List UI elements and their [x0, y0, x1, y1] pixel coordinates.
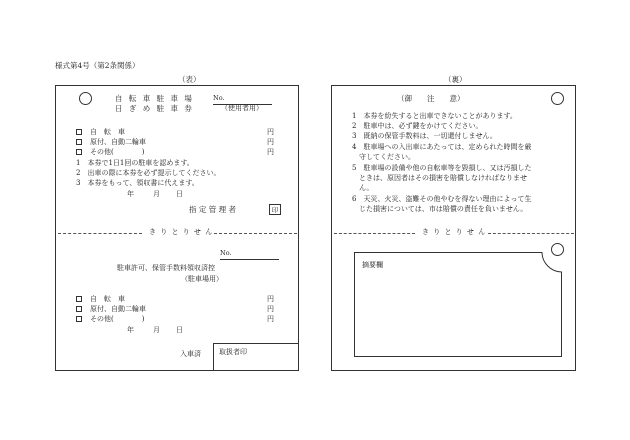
front-title-line1: 自 転 車 駐 車 場 — [115, 94, 194, 103]
back-note: じた損害については、市は賠償の責任を負いません。 — [352, 205, 528, 213]
stub-title-line2: （駐車場用） — [181, 275, 223, 283]
handler-box-top — [213, 343, 299, 344]
checkbox[interactable] — [76, 296, 82, 302]
back-cut-line-text: き り と り せ ん — [422, 228, 487, 236]
date-month: 月 — [153, 190, 160, 198]
handler-box-left — [213, 343, 214, 371]
cut-line-left — [58, 233, 142, 234]
back-note: 1 本券を紛失すると出車できないことがあります。 — [352, 112, 517, 120]
back-note: 5 駐車場の設備や他の自転車等を毀損し、又は汚損した — [352, 164, 532, 172]
front-note: 1 本券で1日1回の駐車を認めます。 — [76, 159, 194, 167]
back-note: 6 天災、火災、盗難その他やむを得ない理由によって生 — [352, 195, 532, 203]
fee-unit: 円 — [267, 315, 274, 323]
date-day: 日 — [176, 190, 183, 198]
cut-line-right — [214, 233, 297, 234]
form-number: 様式第4号（第2条関係） — [55, 61, 140, 70]
punch-hole-icon — [551, 92, 564, 105]
back-note: ん。 — [352, 184, 374, 192]
stub-no-underline — [220, 259, 279, 260]
front-cut-line-text: き り と り せ ん — [149, 228, 214, 236]
front-user-copy: （使用者用） — [221, 104, 263, 112]
cut-line-left — [334, 233, 415, 234]
checkbox[interactable] — [76, 316, 82, 322]
back-panel — [331, 85, 576, 371]
fee-unit: 円 — [267, 128, 274, 136]
front-no-label: No. — [213, 94, 225, 102]
checkbox[interactable] — [76, 149, 82, 155]
fee-unit: 円 — [267, 138, 274, 146]
memo-box — [354, 252, 562, 357]
fee-label: 自 転 車 — [90, 128, 125, 136]
stub-title-line1: 駐車許可、保管手数料領収済控 — [117, 264, 215, 272]
punch-hole-icon — [79, 92, 92, 105]
front-side-label: （表） — [178, 75, 201, 84]
back-note: ときは、原因者はその損害を賠償しなければなりませ — [352, 174, 527, 182]
designated-manager: 指 定 管 理 者 — [189, 205, 237, 214]
fee-unit: 円 — [267, 295, 274, 303]
checkbox[interactable] — [76, 139, 82, 145]
date-year: 年 — [127, 326, 134, 334]
checkbox[interactable] — [76, 306, 82, 312]
stub-no-label: No. — [220, 249, 232, 257]
cut-line-right — [488, 233, 574, 234]
back-side-label: （裏） — [444, 75, 467, 84]
date-month: 月 — [153, 326, 160, 334]
checkbox[interactable] — [76, 129, 82, 135]
fee-label: 原付、自動二輪車 — [90, 305, 146, 313]
memo-label: 摘要欄 — [362, 261, 383, 269]
fee-label: その他( ) — [90, 315, 145, 323]
caution-title: （御 注 意） — [397, 94, 465, 103]
front-note: 3 本券をもって、領収書に代えます。 — [76, 179, 199, 187]
fee-label: 自 転 車 — [90, 295, 125, 303]
back-note: 3 既納の保管手数料は、一切還付しません。 — [352, 132, 497, 140]
fee-unit: 円 — [267, 305, 274, 313]
fee-unit: 円 — [267, 148, 274, 156]
date-day: 日 — [176, 326, 183, 334]
fee-label: その他( ) — [90, 148, 145, 156]
back-note: 2 駐車中は、必ず鍵をかけてください。 — [352, 122, 483, 130]
front-panel — [55, 85, 299, 371]
date-year: 年 — [127, 190, 134, 198]
back-note: 4 駐車場への入出車にあたっては、定められた時間を厳 — [352, 143, 532, 151]
entry-done-label: 入車済 — [180, 350, 201, 358]
front-title-line2: 日 ぎ め 駐 車 券 — [115, 104, 194, 113]
fee-label: 原付、自動二輪車 — [90, 138, 146, 146]
back-note: 守してください。 — [352, 153, 415, 161]
seal-box: 印 — [269, 204, 281, 215]
handler-seal-label: 取扱者印 — [219, 348, 247, 356]
front-note: 2 出車の際に本券を必ず提示してください。 — [76, 169, 221, 177]
